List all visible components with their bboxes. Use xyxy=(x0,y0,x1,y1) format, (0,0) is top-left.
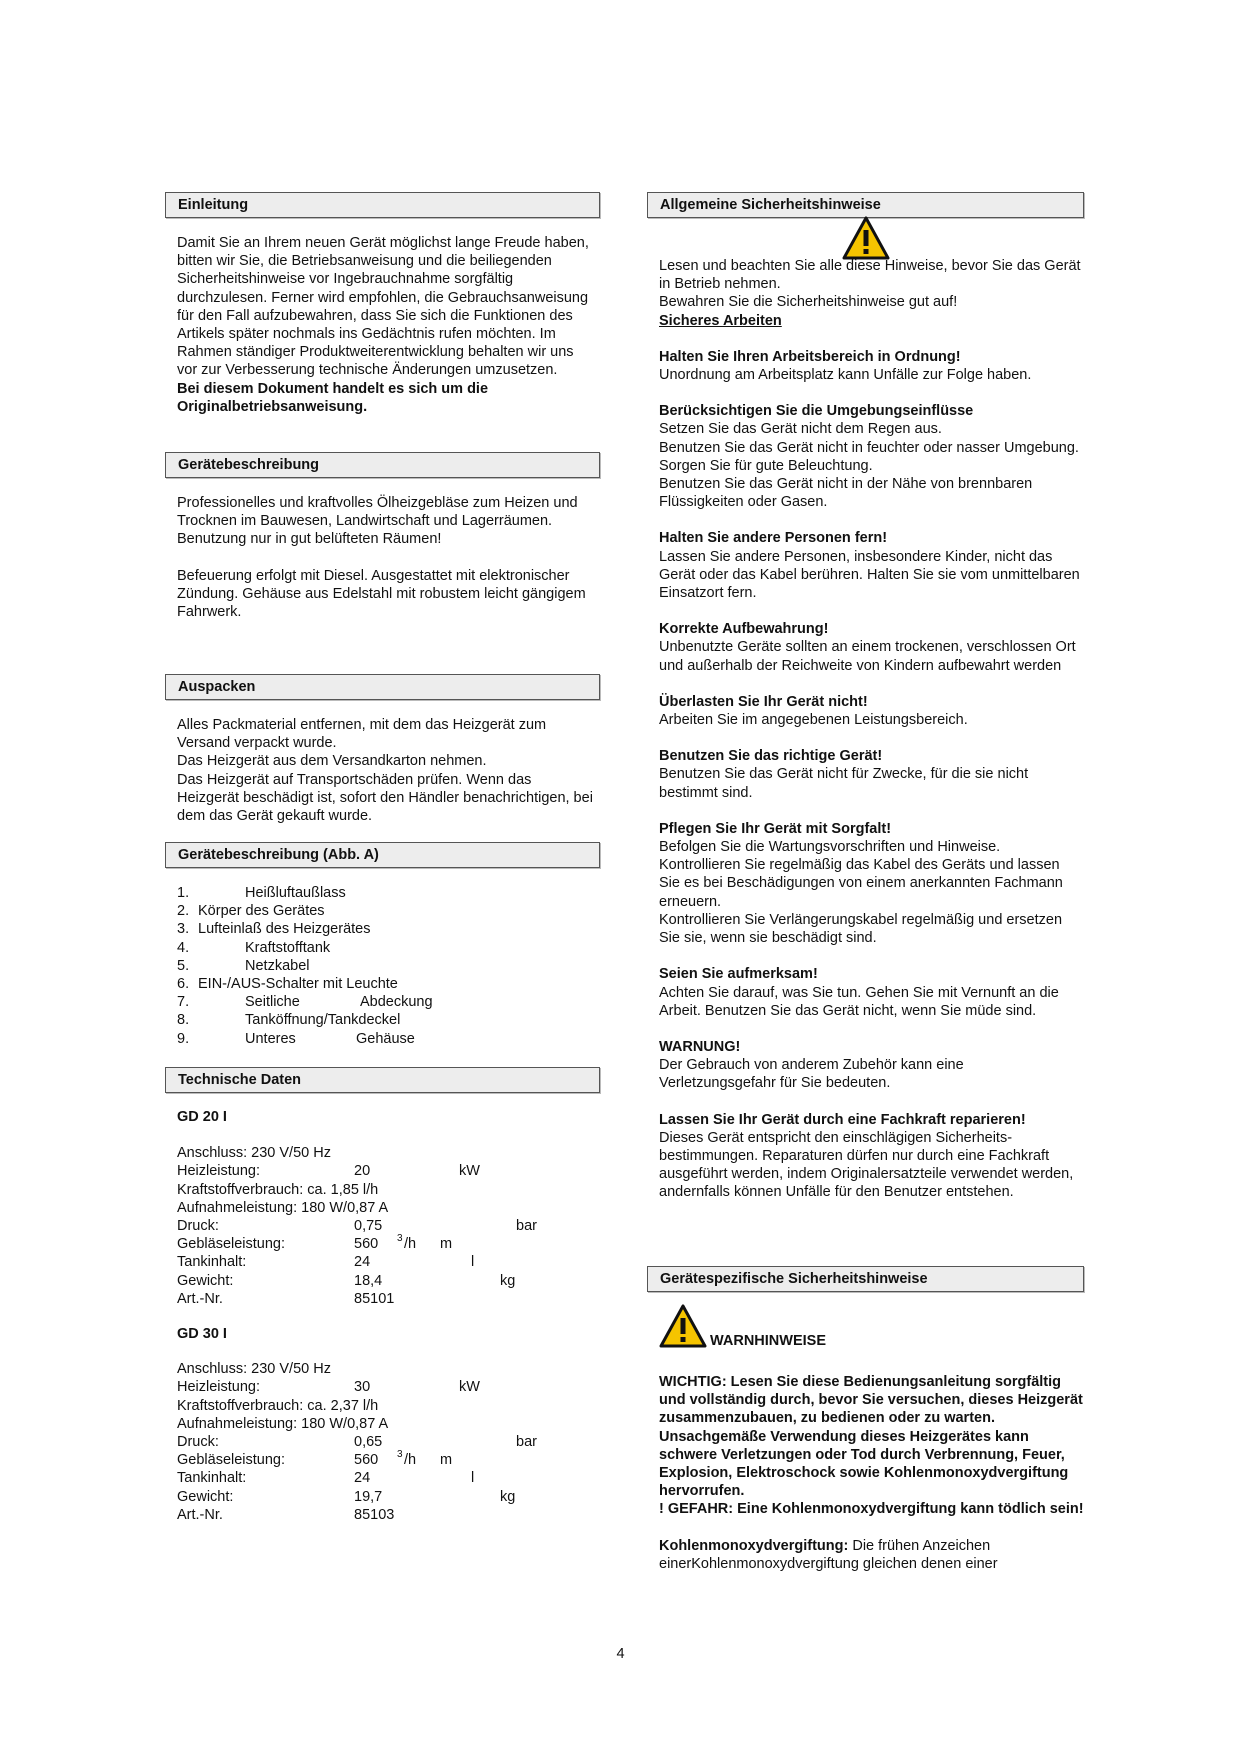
rule-heading: Benutzen Sie das richtige Gerät! xyxy=(659,748,883,765)
rule-heading: WARNUNG! xyxy=(659,1038,741,1055)
section-title: Allgemeine Sicherheitshinweise xyxy=(647,192,1084,218)
rule-text: Setzen Sie das Gerät nicht dem Regen aus. xyxy=(659,421,942,438)
einleitung-bold-text: Bei diesem Dokument handelt es sich um die Originalbetriebsanweisung. xyxy=(177,380,489,415)
co-text: Die frühen Anzeichen einerKohlenmonoxydvergiftung gleichen denen einer xyxy=(659,1537,998,1572)
spec-value: 560 xyxy=(354,1452,379,1469)
spec-unit: /h xyxy=(404,1452,417,1469)
spec-value: 0,75 xyxy=(354,1217,383,1234)
spec-anschluss: Anschluss: 230 V/50 Hz xyxy=(177,1361,331,1378)
section-header-beschreibung-abb xyxy=(165,842,600,866)
rule-heading: Pflegen Sie Ihr Gerät mit Sorgfalt! xyxy=(659,820,892,837)
list-item xyxy=(177,1030,597,1048)
paragraph: Bewahren Sie die Sicherheitshinweise gut auf! xyxy=(659,294,958,311)
list-item xyxy=(177,975,597,993)
spec-label: Heizleistung: xyxy=(177,1379,261,1396)
spec-row xyxy=(177,1199,597,1217)
einleitung-body xyxy=(177,234,597,416)
spec-value: 19,7 xyxy=(354,1488,383,1505)
spec-superscript: 3 xyxy=(397,1449,403,1461)
item-label: Heißluftaußlass xyxy=(245,885,346,901)
rule-text: Arbeiten Sie im angegebenen Leistungsbereich. xyxy=(659,712,968,729)
spec-row xyxy=(177,1162,597,1180)
spec-kraftstoff: Kraftstoffverbrauch: ca. 1,85 l/h xyxy=(177,1181,379,1198)
item-label: Seitliche xyxy=(245,994,300,1011)
item-number: 7. xyxy=(177,994,190,1011)
item-number: 4. xyxy=(177,939,190,956)
list-item xyxy=(177,902,597,920)
rule-heading: Überlasten Sie Ihr Gerät nicht! xyxy=(659,693,868,710)
page-number: 4 xyxy=(616,1646,625,1662)
list-item xyxy=(177,993,597,1011)
spec-aufnahme: Aufnahmeleistung: 180 W/0,87 A xyxy=(177,1199,389,1216)
spec-row xyxy=(177,1506,597,1524)
wichtig-text: WICHTIG: Lesen Sie diese Bedienungsanleitung sorgfältig und vollständig durch, bevor Sie versuchen, dieses Heizgerät zusammenzubauen, zu bedienen oder zu warten. Unsachgemäße Verwendung dieses Heizgerätes kann schwere Verletzungen oder Tod durch Verbrennung, Feuer, Explosion, Elektroschock sowie Kohlenmonoxydvergiftung hervorrufen. xyxy=(659,1374,1083,1500)
model-name-text: GD 20 I xyxy=(177,1109,227,1125)
spec-unit: kW xyxy=(459,1163,480,1180)
section-header-auspacken xyxy=(165,674,600,698)
spec-value: 24 xyxy=(354,1254,371,1271)
warning-triangle-icon xyxy=(659,1304,707,1348)
spec-label: Heizleistung: xyxy=(177,1163,261,1180)
section-title: Gerätespezifische Sicherheitshinweise xyxy=(647,1266,1084,1292)
spec-aufnahme: Aufnahmeleistung: 180 W/0,87 A xyxy=(177,1415,389,1432)
rule-text: Lassen Sie andere Personen, insbesondere Kinder, nicht das Gerät oder das Kabel berühren. Halten Sie sie vom unmittelbaren Einsatzort fern. xyxy=(659,548,1080,602)
spec-value: 30 xyxy=(354,1379,371,1396)
spec-row xyxy=(177,1433,597,1451)
spec-label: Gebläseleistung: xyxy=(177,1452,286,1469)
spec-label: Druck: xyxy=(177,1217,219,1234)
spec-label: Gebläseleistung: xyxy=(177,1236,286,1253)
section-title: Einleitung xyxy=(165,192,600,218)
model-name xyxy=(177,1325,597,1343)
spec-label: Tankinhalt: xyxy=(177,1470,247,1487)
item-number: 5. xyxy=(177,957,190,974)
spec-label: Tankinhalt: xyxy=(177,1254,247,1271)
paragraph: Professionelles und kraftvolles Ölheizgebläse zum Heizen und Trocknen im Bauwesen, Landwirtschaft und Lagerräumen. xyxy=(177,495,578,530)
list-item xyxy=(177,1011,597,1029)
spec-row xyxy=(177,1378,597,1396)
item-label: EIN-/AUS-Schalter mit Leuchte xyxy=(198,975,398,992)
rule-heading: Halten Sie Ihren Arbeitsbereich in Ordnung! xyxy=(659,348,961,365)
rule-text: Unbenutzte Geräte sollten an einem trockenen, verschlossen Ort und außerhalb der Reichweite von Kindern aufbewahrt werden xyxy=(659,639,1076,674)
spec-unit: bar xyxy=(516,1433,537,1450)
list-item xyxy=(177,920,597,938)
spec-unit: /h xyxy=(404,1236,417,1253)
spec-row xyxy=(177,1144,597,1162)
paragraph: Das Heizgerät auf Transportschäden prüfen. Wenn das Heizgerät beschädigt ist, sofort den Händler benachrichtigen, bei dem das Gerät gekauft wurde. xyxy=(177,771,593,825)
item-label: Unteres xyxy=(245,1030,296,1047)
paragraph: Alles Packmaterial entfernen, mit dem das Heizgerät zum Versand verpackt wurde. xyxy=(177,717,547,752)
item-label-2: Abdeckung xyxy=(360,994,433,1011)
item-number: 2. xyxy=(177,903,190,920)
spec-label: Druck: xyxy=(177,1433,219,1450)
spec-unit: l xyxy=(471,1254,475,1271)
spec-anschluss: Anschluss: 230 V/50 Hz xyxy=(177,1145,331,1162)
spec-unit: kg xyxy=(500,1272,516,1289)
model-name xyxy=(177,1108,597,1126)
spec-value: 0,65 xyxy=(354,1433,383,1450)
auspacken-body xyxy=(177,716,597,825)
spec-row xyxy=(177,1217,597,1235)
item-number: 3. xyxy=(177,921,190,938)
spec-label: Gewicht: xyxy=(177,1272,234,1289)
list-item xyxy=(177,939,597,957)
spec-label: Gewicht: xyxy=(177,1488,234,1505)
spec-row xyxy=(177,1360,597,1378)
gefahr-text: ! GEFAHR: Eine Kohlenmonoxydvergiftung kann tödlich sein! xyxy=(659,1501,1084,1518)
parts-list xyxy=(177,884,597,1048)
rule-text: Benutzen Sie das Gerät nicht in feuchter oder nasser Umgebung. Sorgen Sie für gute Beleuchtung. xyxy=(659,439,1079,474)
spec-row xyxy=(177,1235,597,1253)
spec-row xyxy=(177,1451,597,1469)
spec-unit: l xyxy=(471,1470,475,1487)
spec-table-gd30 xyxy=(177,1325,597,1524)
section-header-allgemein xyxy=(647,192,1084,216)
spec-row xyxy=(177,1397,597,1415)
paragraph: Lesen und beachten Sie alle diese Hinweise, bevor Sie das Gerät in Betrieb nehmen. xyxy=(659,258,1081,293)
rule-heading: Korrekte Aufbewahrung! xyxy=(659,621,829,638)
item-label: Tanköffnung/Tankdeckel xyxy=(245,1012,401,1029)
section-title: Technische Daten xyxy=(165,1067,600,1093)
item-label-2: Gehäuse xyxy=(356,1030,415,1047)
item-number: 1. xyxy=(177,885,190,901)
co-paragraph xyxy=(659,1537,1084,1573)
spec-value: 24 xyxy=(354,1470,371,1487)
spec-unit: kW xyxy=(459,1379,480,1396)
model-name-text: GD 30 I xyxy=(177,1326,227,1342)
allgemein-body xyxy=(659,257,1084,1202)
section-title: Gerätebeschreibung (Abb. A) xyxy=(165,842,600,868)
spec-row xyxy=(177,1181,597,1199)
spec-kraftstoff: Kraftstoffverbrauch: ca. 2,37 l/h xyxy=(177,1397,379,1414)
spec-value: 85103 xyxy=(354,1506,395,1523)
rule-text: Benutzen Sie das Gerät nicht in der Nähe von brennbaren Flüssigkeiten oder Gasen. xyxy=(659,476,1033,511)
spec-table-gd20 xyxy=(177,1108,597,1308)
spec-row xyxy=(177,1253,597,1271)
rule-text: Benutzen Sie das Gerät nicht für Zwecke, für die sie nicht bestimmt sind. xyxy=(659,766,1029,801)
list-item xyxy=(177,957,597,975)
spec-superscript: 3 xyxy=(397,1233,403,1245)
item-label: Lufteinlaß des Heizgerätes xyxy=(198,921,371,938)
rule-heading: Halten Sie andere Personen fern! xyxy=(659,530,888,547)
rule-text: Kontrollieren Sie regelmäßig das Kabel des Geräts und lassen Sie es bei Beschädigungen von einem anerkannten Fachmann erneuern. xyxy=(659,857,1063,910)
rule-heading: Lassen Sie Ihr Gerät durch eine Fachkraft reparieren! xyxy=(659,1111,1026,1128)
item-number: 9. xyxy=(177,1030,190,1047)
item-number: 6. xyxy=(177,975,190,992)
co-label: Kohlenmonoxydvergiftung: xyxy=(659,1537,849,1554)
spec-value: 20 xyxy=(354,1163,371,1180)
section-title: Auspacken xyxy=(165,674,600,700)
item-label: Netzkabel xyxy=(245,957,310,974)
item-label: Körper des Gerätes xyxy=(198,903,325,920)
spec-row xyxy=(177,1415,597,1433)
spec-row xyxy=(177,1272,597,1290)
spec-row xyxy=(177,1469,597,1487)
list-item xyxy=(177,884,597,902)
geraetebeschreibung-body xyxy=(177,494,597,621)
spec-row xyxy=(177,1290,597,1308)
rule-text: Unordnung am Arbeitsplatz kann Unfälle zur Folge haben. xyxy=(659,367,1032,384)
rule-heading: Seien Sie aufmerksam! xyxy=(659,966,818,983)
rule-text: Der Gebrauch von anderem Zubehör kann eine Verletzungsgefahr für Sie bedeuten. xyxy=(659,1057,964,1092)
section-header-spezifisch xyxy=(647,1266,1084,1290)
spec-unit: m xyxy=(440,1236,453,1253)
rule-text: Kontrollieren Sie Verlängerungskabel regelmäßig und ersetzen Sie sie, wenn sie beschädigt sind. xyxy=(659,911,1063,947)
spec-value: 560 xyxy=(354,1236,379,1253)
rule-text: Achten Sie darauf, was Sie tun. Gehen Sie mit Vernunft an die Arbeit. Benutzen Sie das Gerät nicht, wenn Sie müde sind. xyxy=(659,984,1059,1019)
section-header-geraetebeschreibung xyxy=(165,452,600,476)
spec-label: Art.-Nr. xyxy=(177,1506,223,1523)
paragraph: Das Heizgerät aus dem Versandkarton nehmen. xyxy=(177,753,487,770)
rule-text: Dieses Gerät entspricht den einschlägigen Sicherheits-bestimmungen. Reparaturen dürfen nur durch eine Fachkraft ausgeführt werden, indem Originalersatzteile verwendet werden, andernfalls können Unfälle für den Benutzer entstehen. xyxy=(659,1129,1074,1201)
spec-unit: m xyxy=(440,1452,453,1469)
spec-row xyxy=(177,1488,597,1506)
section-title: Gerätebeschreibung xyxy=(165,452,600,478)
spec-value: 18,4 xyxy=(354,1272,383,1289)
warnhinweise-label: WARNHINWEISE xyxy=(710,1333,826,1349)
item-label: Kraftstofftank xyxy=(245,939,331,956)
einleitung-text: Damit Sie an Ihrem neuen Gerät möglichst lange Freude haben, bitten wir Sie, die Betriebsanweisung und die beiliegenden Sicherheitshinweise vor Ingebrauchnahme sorgfältig durchzulesen. Ferner wird empfohlen, die Gebrauchsanweisung für den Fall aufzubewahren, dass Sie sich die Funktionen des Artikels später nochmals ins Gedächtnis rufen möchten. Im Rahmen ständiger Produktweiterentwicklung behalten wir uns vor zur Verbesserung technische Änderungen umzusetzen. xyxy=(177,235,589,379)
section-header-einleitung xyxy=(165,192,600,216)
spec-unit: bar xyxy=(516,1217,537,1234)
subheading: Sicheres Arbeiten xyxy=(659,312,782,329)
spec-unit: kg xyxy=(500,1488,516,1505)
section-header-technische-daten xyxy=(165,1067,600,1091)
warning-triangle-icon xyxy=(842,216,890,260)
rule-heading: Berücksichtigen Sie die Umgebungseinflüsse xyxy=(659,403,974,420)
spec-value: 85101 xyxy=(354,1290,395,1307)
rule-text: Befolgen Sie die Wartungsvorschriften und Hinweise. xyxy=(659,839,1001,856)
paragraph: Benutzung nur in gut belüfteten Räumen! xyxy=(177,531,442,548)
spec-label: Art.-Nr. xyxy=(177,1290,223,1307)
item-number: 8. xyxy=(177,1012,190,1029)
spezifisch-body xyxy=(659,1373,1084,1573)
paragraph: Befeuerung erfolgt mit Diesel. Ausgestattet mit elektronischer Zündung. Gehäuse aus Edelstahl mit robustem leicht gängigem Fahrwerk. xyxy=(177,567,586,621)
